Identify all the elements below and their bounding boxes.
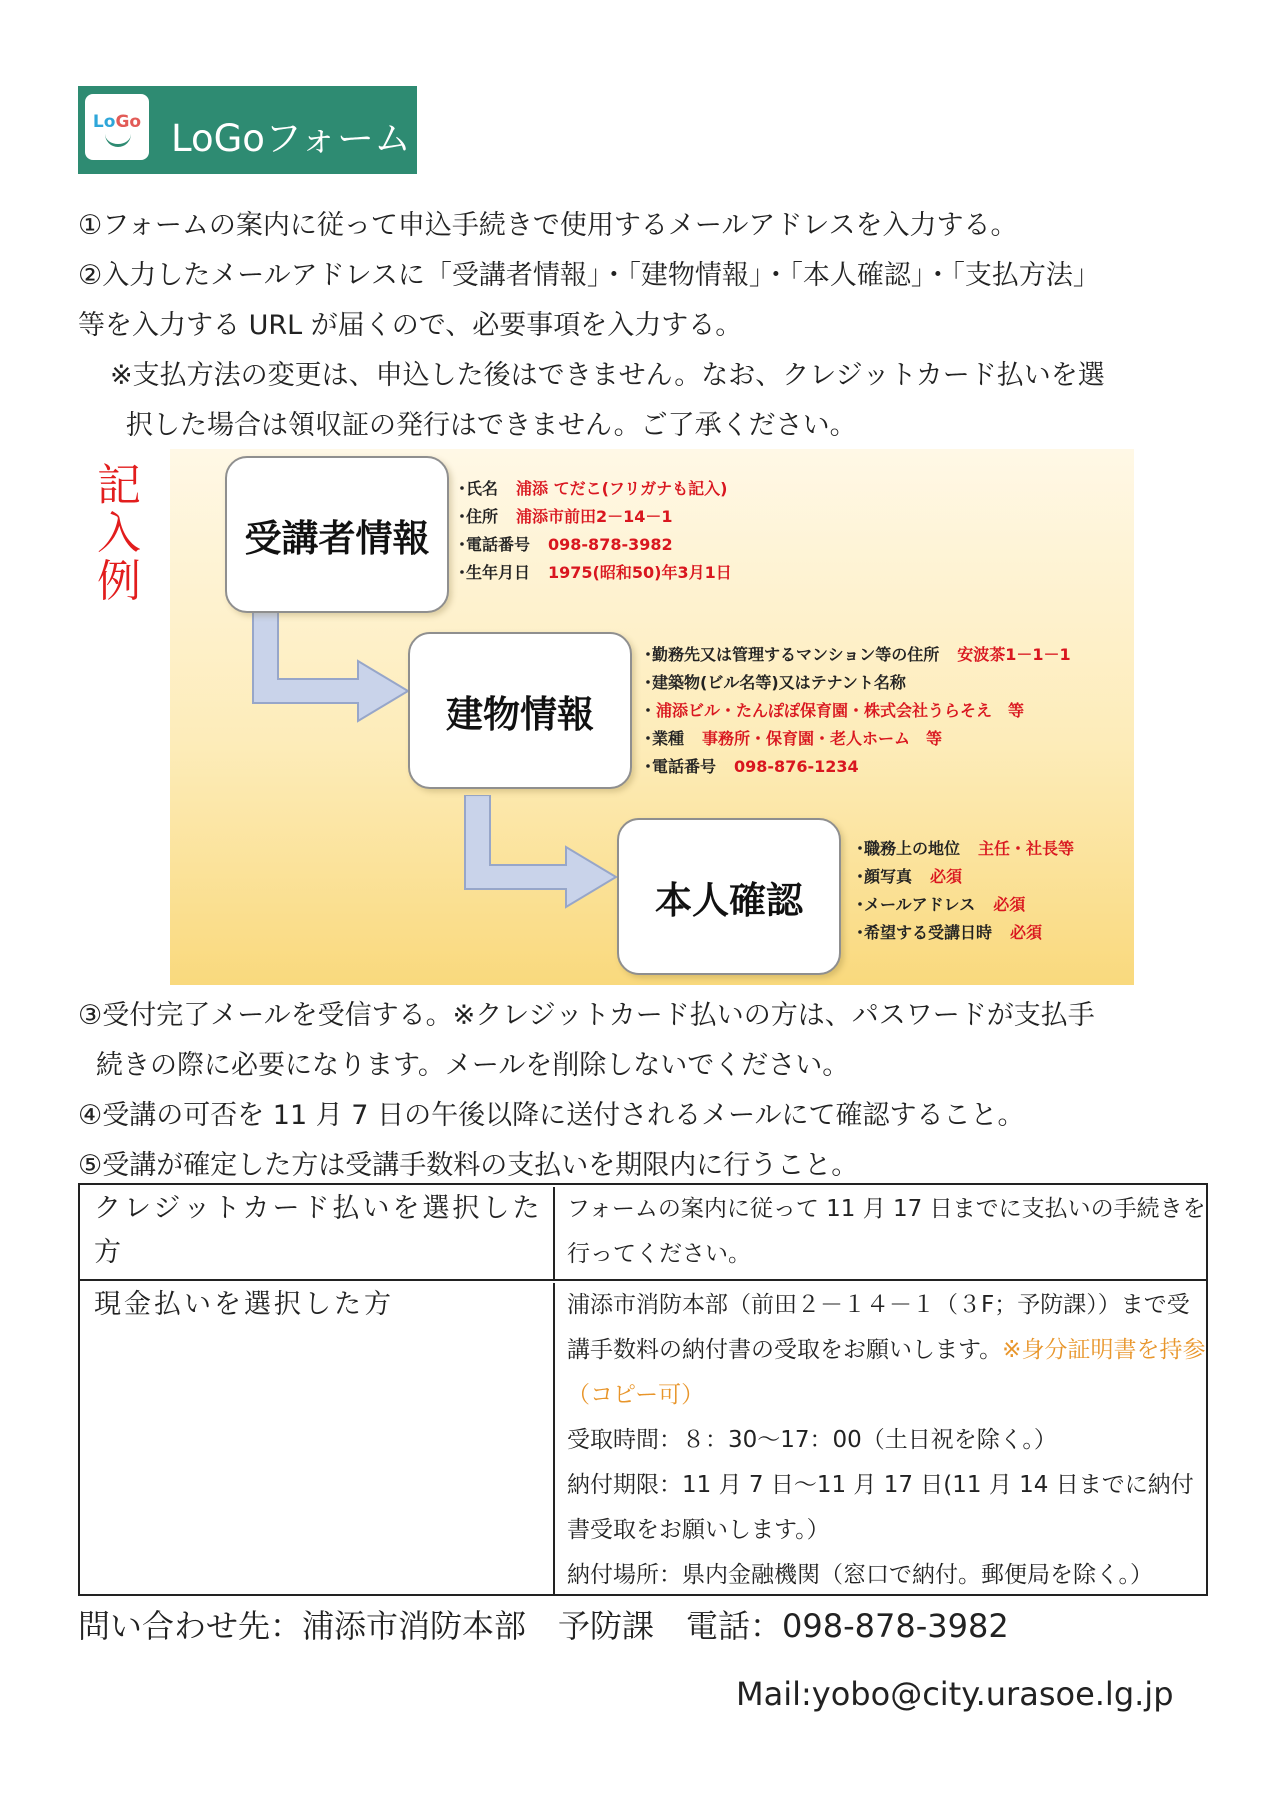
student-info-details (454, 475, 732, 587)
bullet-icon: ・ (454, 507, 471, 526)
detail-value: 必須 (930, 867, 963, 886)
bullet-icon: ・ (640, 729, 657, 748)
instruction-line-3: 等を入力する URL が届くので、必要事項を入力する。 (78, 310, 743, 341)
bullet-icon: ・ (640, 757, 657, 776)
bullet-icon: ・ (852, 867, 869, 886)
instruction-line-1: ①フォームの案内に従って申込手続きで使用するメールアドレスを入力する。 (78, 210, 1018, 241)
credit-label: クレジットカード払いを選択した方 (94, 1193, 543, 1268)
detail-row (852, 863, 1074, 891)
logo-badge-lo: Lo (92, 112, 116, 132)
cash-place: 納付場所：県内金融機関（窓口で納付。郵便局を除く。） (567, 1562, 1154, 1588)
example-panel (170, 449, 1134, 985)
bullet-icon: ・ (454, 563, 471, 582)
step-4: ④受講の可否を 11 月 7 日の午後以降に送付されるメールにて確認すること。 (78, 1100, 1025, 1131)
bullet-icon: ・ (454, 479, 471, 498)
instruction-note-2: 択した場合は領収証の発行はできません。ご了承ください。 (126, 410, 857, 441)
cash-label: 現金払いを選択した方 (94, 1289, 394, 1320)
arrow-icon-1 (248, 609, 418, 724)
detail-value: 浦添 てだこ(フリガナも記入) (516, 479, 728, 498)
bullet-icon: ・ (640, 701, 657, 720)
identity-check-details (852, 835, 1074, 947)
detail-value: 必須 (1010, 923, 1043, 942)
detail-row (454, 475, 732, 503)
table-row-cash (80, 1279, 1206, 1594)
detail-row (454, 559, 732, 587)
contact-mail: Mail:yobo@city.urasoe.lg.jp (736, 1675, 1174, 1713)
detail-label: 氏名 (466, 479, 499, 498)
arrow-icon-2 (460, 795, 625, 910)
bullet-icon: ・ (640, 673, 657, 692)
detail-value: 098-876-1234 (734, 757, 859, 776)
contact-line: 問い合わせ先：浦添市消防本部 予防課 電話：098-878-3982 (78, 1607, 1009, 1645)
cash-text (555, 1283, 1206, 1418)
detail-label: 電話番号 (652, 757, 717, 776)
bullet-icon: ・ (852, 895, 869, 914)
cash-text-main: 浦添市消防本部（前田２－１４－１（３F；予防課））まで受講手数料の納付書の受取をお願いします。 (567, 1292, 1190, 1363)
detail-value: 安波茶1－1－1 (957, 645, 1071, 664)
detail-row (454, 503, 732, 531)
detail-label: 住所 (466, 507, 499, 526)
detail-value: 098-878-3982 (548, 535, 673, 554)
building-info-details (640, 641, 1071, 781)
detail-row (640, 641, 1071, 669)
detail-value: 必須 (993, 895, 1026, 914)
detail-value: 浦添市前田2－14－1 (516, 507, 673, 526)
bullet-icon: ・ (852, 923, 869, 942)
detail-row (640, 669, 1071, 697)
detail-row (852, 891, 1074, 919)
detail-value: 主任・社長等 (978, 839, 1075, 858)
detail-row (454, 531, 732, 559)
table-row-credit (80, 1185, 1206, 1281)
detail-row (640, 697, 1071, 725)
detail-value: 1975(昭和50)年3月1日 (548, 563, 732, 582)
cash-deadline: 納付期限：11 月 7 日～11 月 17 日(11 月 14 日までに納付書受取をお願いします。） (567, 1472, 1194, 1543)
example-label: 記入例 (97, 460, 141, 607)
step-box-building-info: 建物情報 (408, 632, 632, 789)
step-5: ⑤受講が確定した方は受講手数料の支払いを期限内に行うこと。 (78, 1150, 859, 1181)
detail-label: 勤務先又は管理するマンション等の住所 (652, 645, 940, 664)
payment-table (78, 1183, 1208, 1596)
detail-label: 希望する受講日時 (864, 923, 993, 942)
detail-label: 電話番号 (466, 535, 531, 554)
detail-label: 生年月日 (466, 563, 531, 582)
detail-value: 事務所・保育園・老人ホーム 等 (702, 729, 943, 748)
detail-label: 職務上の地位 (864, 839, 961, 858)
detail-row (852, 835, 1074, 863)
logo-badge-icon (85, 94, 149, 160)
detail-row (640, 753, 1071, 781)
bullet-icon: ・ (640, 645, 657, 664)
logo-text: LoGoフォーム (171, 117, 412, 160)
step-box-identity-check: 本人確認 (617, 818, 841, 975)
detail-value: 浦添ビル・たんぽぽ保育園・株式会社うらそえ 等 (656, 701, 1025, 720)
detail-label: メールアドレス (864, 895, 976, 914)
logo-banner (78, 86, 417, 174)
bullet-icon: ・ (454, 535, 471, 554)
cash-id-note: ※身分証明書を持参（コピー可） (567, 1337, 1206, 1408)
bullet-icon: ・ (852, 839, 869, 858)
instruction-note-1: ※支払方法の変更は、申込した後はできません。なお、クレジットカード払いを選 (110, 360, 1105, 391)
instruction-line-2: ②入力したメールアドレスに「受講者情報」・「建物情報」・「本人確認」・「支払方法」 (78, 260, 1100, 291)
cash-time: 受取時間：８：30～17：00（土日祝を除く。） (567, 1427, 1057, 1453)
detail-row (852, 919, 1074, 947)
detail-label: 顔写真 (864, 867, 913, 886)
detail-label: 業種 (652, 729, 685, 748)
detail-row (640, 725, 1071, 753)
step-3-line-2: 続きの際に必要になります。メールを削除しないでください。 (96, 1050, 850, 1081)
step-3-line-1: ③受付完了メールを受信する。※クレジットカード払いの方は、パスワードが支払手 (78, 1000, 1095, 1031)
step-box-student-info: 受講者情報 (225, 456, 449, 613)
credit-text: フォームの案内に従って 11 月 17 日までに支払いの手続きを行ってください。 (567, 1196, 1206, 1267)
logo-badge-go: Go (115, 112, 142, 132)
detail-label: 建築物(ビル名等)又はテナント名称 (652, 673, 906, 692)
